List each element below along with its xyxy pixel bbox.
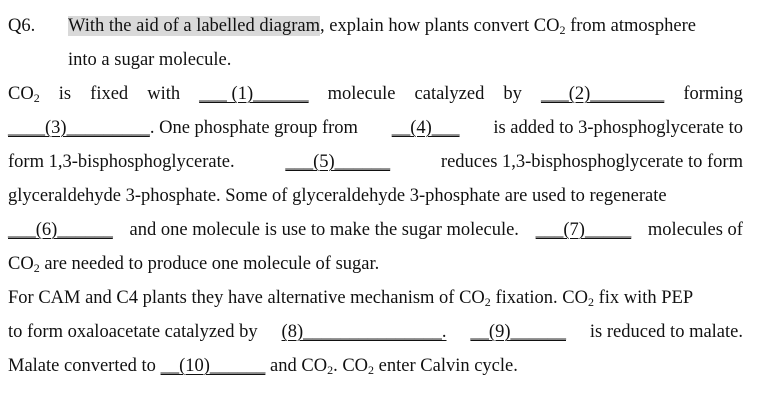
blank-9: __(9)______	[470, 322, 566, 342]
blank-10: __(10)______	[160, 356, 266, 376]
body-line-3: form 1,3-bisphosphoglycerate. ___(5)______ reduces 1,3-bisphosphoglycerate to form	[8, 152, 743, 172]
blank-8: (8)_______________.	[281, 322, 447, 342]
blank-7: ___(7)_____	[535, 220, 632, 240]
body-line-5: ___(6)______ and one molecule is use to make the sugar molecule. ___(7)_____ molecules of	[8, 220, 743, 240]
body-line-7: For CAM and C4 plants they have alternative mechanism of $CO_2$ fixation. $CO_2$ fix with PEP	[8, 288, 694, 309]
question-prompt: With the aid of a labelled diagram, explain how plants convert $CO_2$ from atmosphere	[68, 16, 696, 37]
question-prompt-line2: into a sugar molecule.	[68, 50, 232, 70]
blank-6: ___(6)______	[8, 220, 113, 240]
blank-3: ____(3)_________	[8, 118, 150, 138]
body-line-4: glyceraldehyde 3-phosphate. Some of glyceraldehyde 3-phosphate are used to regenerate	[8, 186, 667, 206]
body-line-6: $CO_2$ are needed to produce one molecule of sugar.	[8, 254, 380, 275]
highlighted-prompt: With the aid of a labelled diagram	[68, 16, 320, 36]
body-line-8: to form oxaloacetate catalyzed by (8)_______________. __(9)______ is reduced to malate.	[8, 322, 743, 342]
blank-2: ___(2)________	[540, 84, 665, 104]
body-line-1: $CO_2$ is fixed with ___ (1)______ molecule catalyzed by ___(2)________ forming	[8, 84, 743, 105]
question-number: Q6.	[8, 16, 36, 36]
blank-5: ___(5)______	[285, 152, 391, 172]
body-line-9: Malate converted to __(10)______ and $CO_2$. $CO_2$ enter Calvin cycle.	[8, 356, 518, 377]
body-line-2: ____(3)_________. One phosphate group from __(4)___ is added to 3-phosphoglycerate to	[8, 118, 743, 138]
blank-4: __(4)___	[391, 118, 460, 138]
blank-1: ___ (1)______	[199, 84, 309, 104]
